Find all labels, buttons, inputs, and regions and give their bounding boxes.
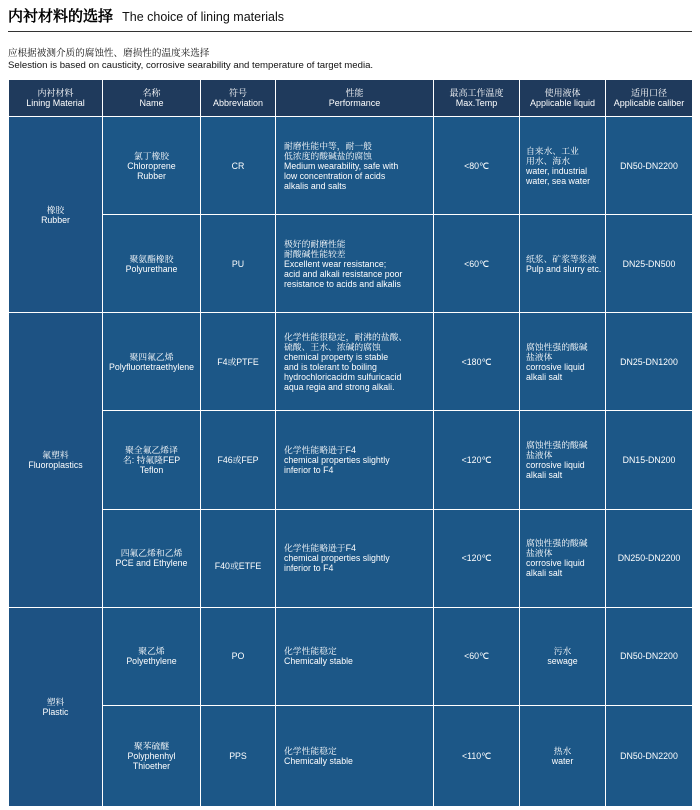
liquid-cell: 腐蚀性强的酸碱 盐液体 corrosive liquid alkali salt [520,411,606,509]
liquid-cell: 污水 sewage [520,607,606,705]
intro-en: Selestion is based on causticity, corrosive searability and temperature of target media. [8,60,374,71]
table-row [9,411,693,509]
header-name: 名称 Name [103,80,201,117]
header-max-temp: 最高工作温度 Max.Temp [434,80,520,117]
temp-cell: <120℃ [434,509,520,607]
caliber-cell: DN50-DN2200 [606,117,693,215]
abbr-cell: F40或ETFE [201,509,276,607]
temp-cell: <80℃ [434,117,520,215]
title-en: The choice of lining materials [122,10,284,24]
temp-cell: <120℃ [434,411,520,509]
table-row [9,509,693,607]
abbr-cell: CR [201,117,276,215]
temp-cell: <110℃ [434,705,520,806]
group-rubber: 橡胶 Rubber [9,117,103,313]
liquid-cell: 自来水、工业 用水、海水 water, industrial water, sea water [520,117,606,215]
performance-cell: 化学性能稳定 Chemically stable [276,607,434,705]
name-cell: 聚四氟乙烯 Polyfluortetraethylene [103,313,201,411]
group-fluoroplastics: 氟塑料 Fluoroplastics [9,313,103,607]
name-cell: 氯丁橡胶 Chloroprene Rubber [103,117,201,215]
performance-cell: 化学性能很稳定，耐沸的盐酸、 硫酸、王水、浓碱的腐蚀 chemical property is stable and is tolerant to boiling hydrochloricacidm sulfuricacid aqua regia and strong alkali. [276,313,434,411]
table-header-row [9,80,693,117]
lining-materials-table [8,79,693,807]
intro-text [8,48,373,72]
intro-zh: 应根据被测介质的腐蚀性、磨损性的温度来选择 [8,48,210,59]
abbr-cell: F46或FEP [201,411,276,509]
header-abbreviation: 符号 Abbreviation [201,80,276,117]
abbr-cell: PPS [201,705,276,806]
table-row [9,215,693,313]
table-row [9,313,693,411]
table-row [9,117,693,215]
performance-cell: 化学性能略逊于F4 chemical properties slightly inferior to F4 [276,411,434,509]
abbr-cell: F4或PTFE [201,313,276,411]
name-cell: 四氟乙烯和乙烯 PCE and Ethylene [103,509,201,607]
caliber-cell: DN15-DN200 [606,411,693,509]
table-row [9,607,693,705]
caliber-cell: DN25-DN500 [606,215,693,313]
caliber-cell: DN50-DN2200 [606,607,693,705]
caliber-cell: DN25-DN1200 [606,313,693,411]
header-applicable-liquid: 使用液体 Applicable liquid [520,80,606,117]
group-plastic: 塑料 Plastic [9,607,103,806]
name-cell: 聚苯硫醚 Polyphenhyl Thioether [103,705,201,806]
table-row [9,705,693,806]
performance-cell: 极好的耐磨性能 耐酸碱性能较差 Excellent wear resistance; acid and alkali resistance poor resistance to acids and alkalis [276,215,434,313]
abbr-cell: PU [201,215,276,313]
header-applicable-caliber: 适用口径 Applicable caliber [606,80,693,117]
name-cell: 聚乙烯 Polyethylene [103,607,201,705]
performance-cell: 化学性能略逊于F4 chemical properties slightly inferior to F4 [276,509,434,607]
page-title [8,5,284,27]
header-performance: 性能 Performance [276,80,434,117]
header-lining-material: 内衬材料 Lining Material [9,80,103,117]
abbr-cell: PO [201,607,276,705]
temp-cell: <180℃ [434,313,520,411]
performance-cell: 耐磨性能中等，耐一般 低浓度的酸碱盐的腐蚀 Medium wearability, safe with low concentration of acids alkalis and salts [276,117,434,215]
name-cell: 聚全氟乙烯译 名: 特氟隆FEP Teflon [103,411,201,509]
title-divider [8,31,692,32]
caliber-cell: DN250-DN2200 [606,509,693,607]
title-zh: 内衬材料的选择 [8,7,114,25]
name-cell: 聚氨酯橡胶 Polyurethane [103,215,201,313]
liquid-cell: 腐蚀性强的酸碱 盐液体 corrosive liquid alkali salt [520,313,606,411]
liquid-cell: 纸浆、矿浆等浆液 Pulp and slurry etc. [520,215,606,313]
performance-cell: 化学性能稳定 Chemically stable [276,705,434,806]
caliber-cell: DN50-DN2200 [606,705,693,806]
liquid-cell: 热水 water [520,705,606,806]
liquid-cell: 腐蚀性强的酸碱 盐液体 corrosive liquid alkali salt [520,509,606,607]
temp-cell: <60℃ [434,215,520,313]
temp-cell: <60℃ [434,607,520,705]
